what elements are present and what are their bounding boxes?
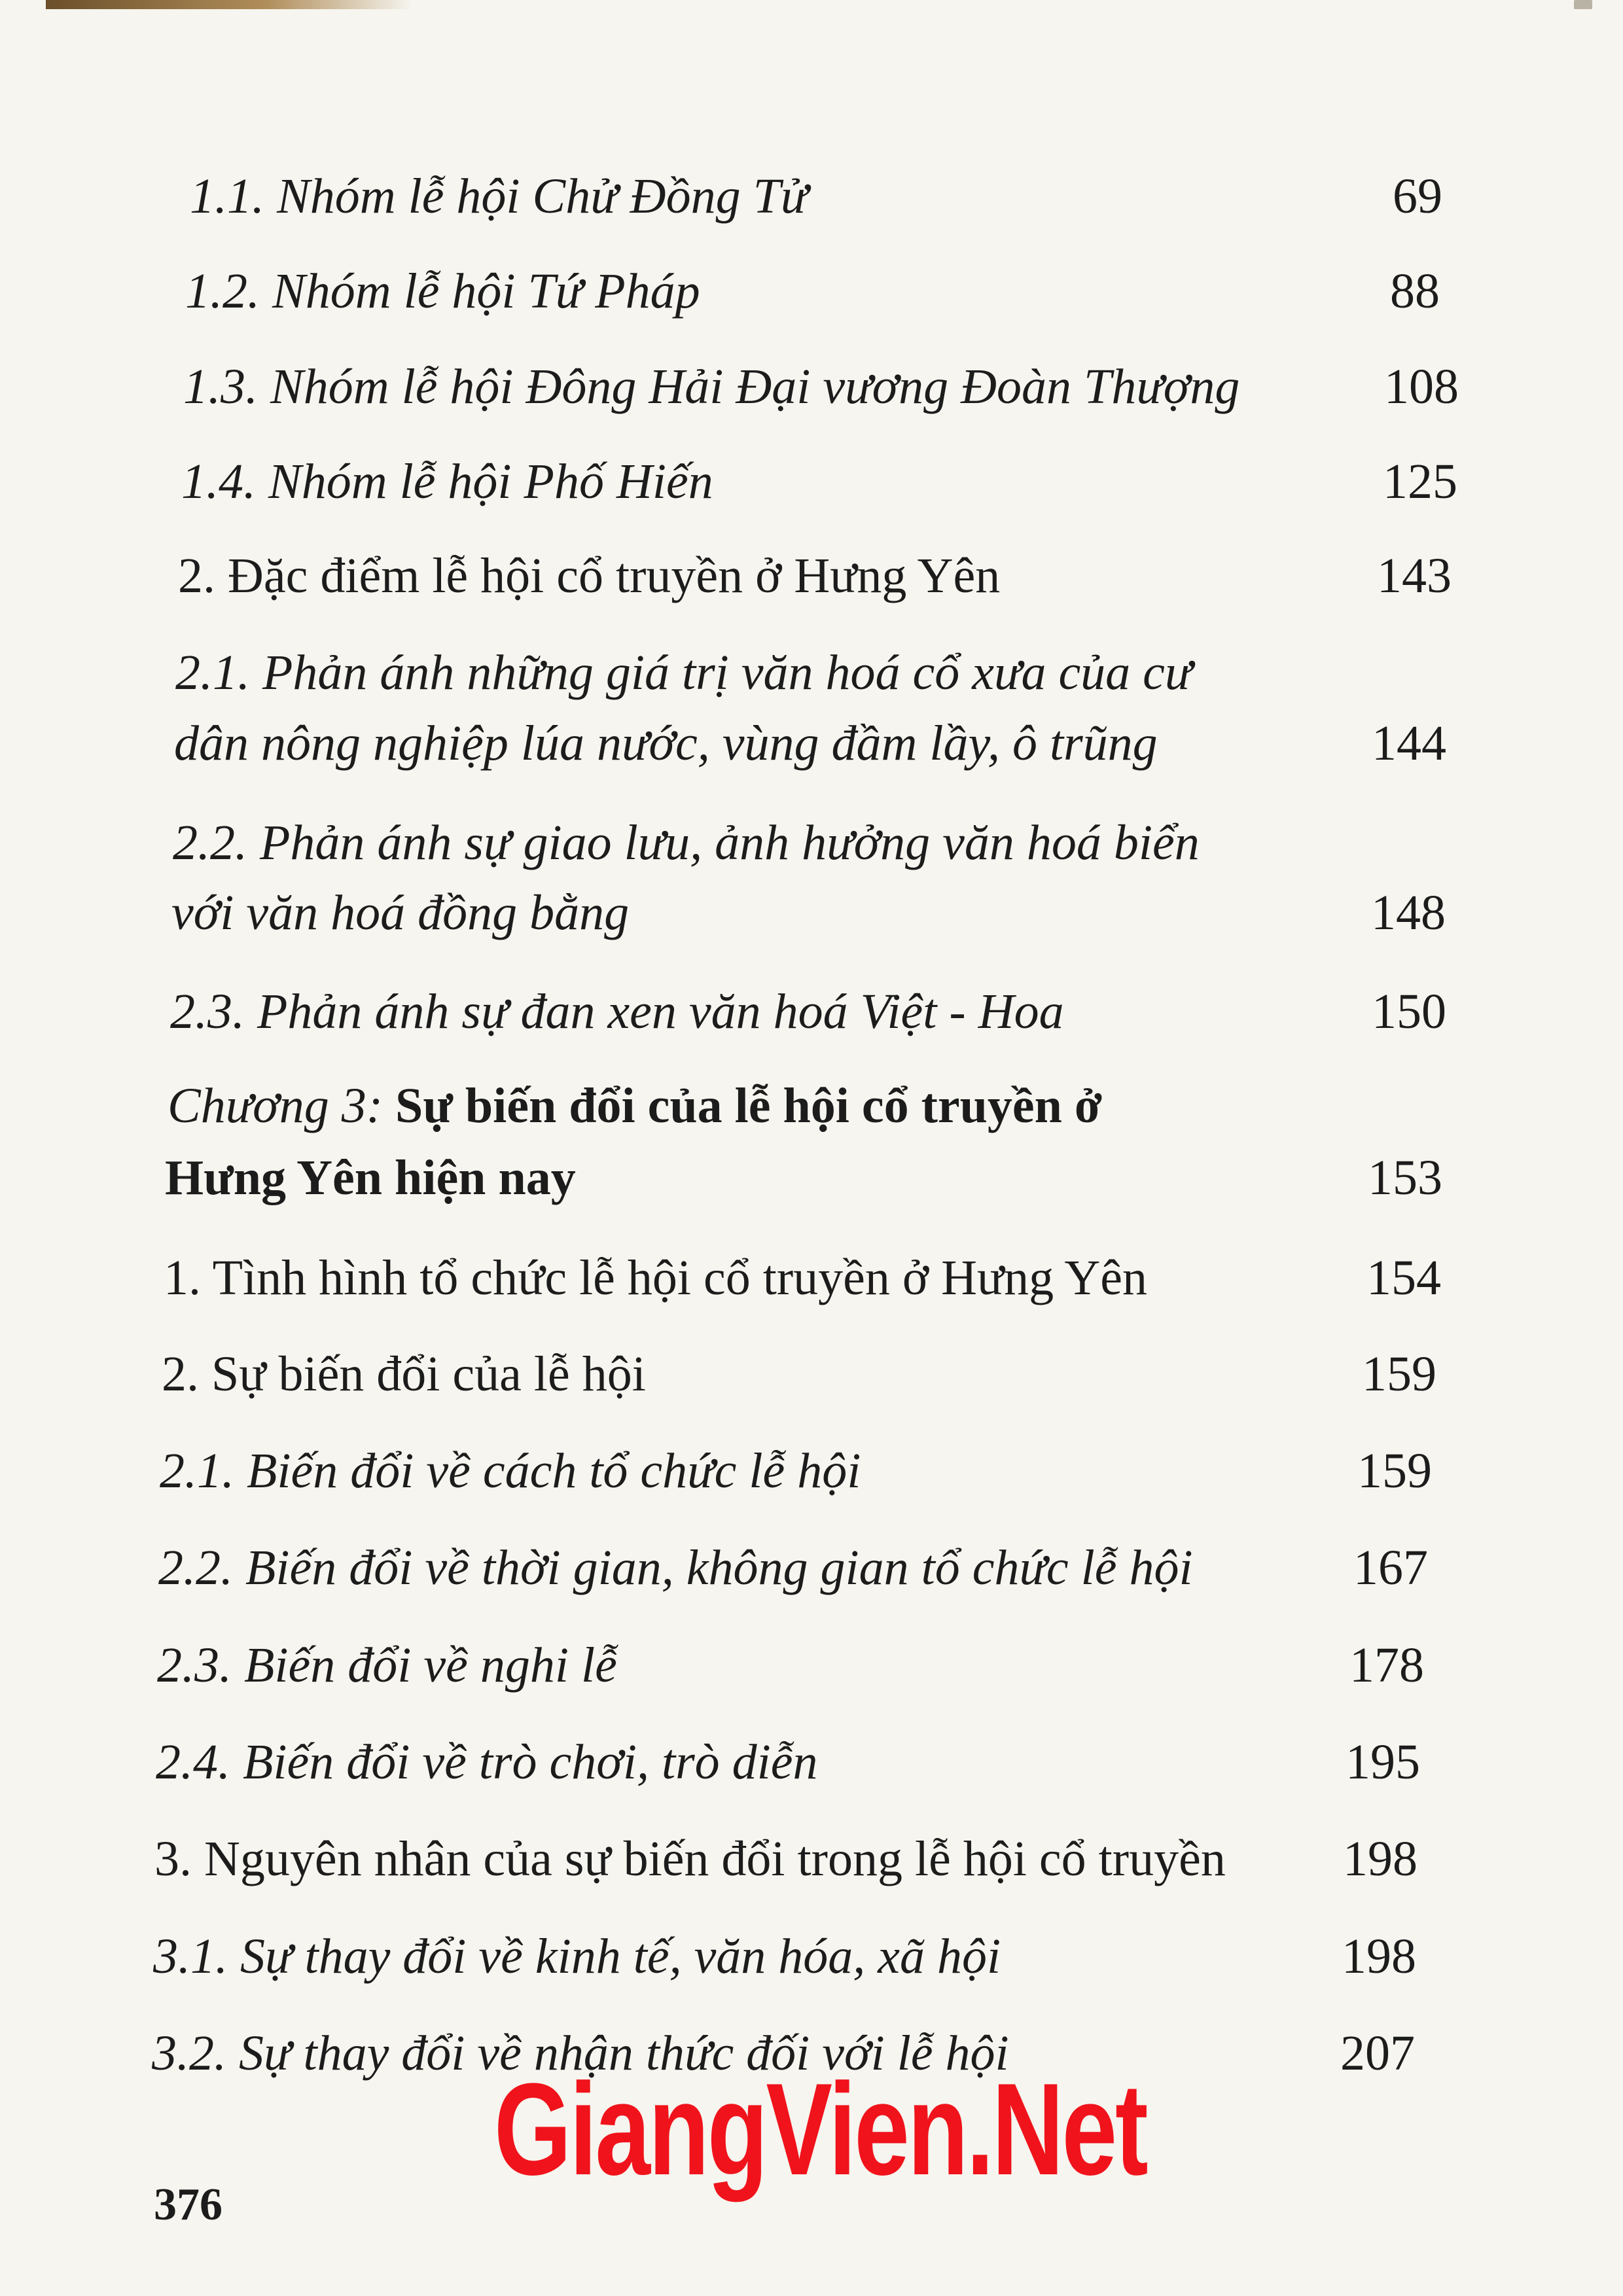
watermark: GiangVien.Net bbox=[494, 2057, 1147, 2202]
toc-entry-title: 2.1. Biến đổi về cách tổ chức lễ hội bbox=[160, 1443, 861, 1498]
toc-entry-title: 1.4. Nhóm lễ hội Phố Hiến bbox=[181, 454, 713, 509]
toc-entry-page: 148 bbox=[1371, 885, 1446, 940]
toc-entry-title: 2.2. Phản ánh sự giao lưu, ảnh hưởng văn hoá biển bbox=[173, 815, 1200, 870]
page-number: 376 bbox=[154, 2180, 223, 2230]
toc-entry-page: 178 bbox=[1349, 1638, 1424, 1693]
toc-entry-page: 167 bbox=[1353, 1540, 1428, 1595]
toc-entry-title: 1.1. Nhóm lễ hội Chử Đồng Tử bbox=[190, 169, 808, 224]
toc-entry-title: 3.2. Sự thay đổi về nhận thức đối với lễ hội bbox=[152, 2026, 1009, 2081]
toc-entry-page: 88 bbox=[1390, 264, 1440, 319]
toc-entry-page: 159 bbox=[1357, 1443, 1432, 1498]
toc-entry-page: 143 bbox=[1377, 548, 1452, 603]
toc-entry bbox=[170, 984, 1446, 1039]
toc-entry bbox=[154, 1831, 1418, 1886]
toc-entry bbox=[175, 645, 1192, 700]
page-top-edge bbox=[46, 0, 412, 9]
toc-entry-page: 195 bbox=[1346, 1735, 1420, 1790]
toc-entry-title: 2.2. Biến đổi về thời gian, không gian tổ chức lễ hội bbox=[158, 1540, 1193, 1595]
toc-entry-title-continued: với văn hoá đồng bằng bbox=[171, 885, 630, 940]
toc-entry bbox=[156, 1735, 1420, 1790]
chapter-title-continued: Hưng Yên hiện nay bbox=[165, 1150, 576, 1205]
toc-entry-page: 150 bbox=[1372, 984, 1446, 1039]
toc-entry-title: 2.3. Biến đổi về nghi lễ bbox=[157, 1638, 617, 1693]
toc-entry-page: 207 bbox=[1340, 2026, 1415, 2081]
toc-entry-title: 3.1. Sự thay đổi về kinh tế, văn hóa, xã hội bbox=[153, 1929, 1001, 1984]
toc-entry bbox=[153, 1929, 1416, 1984]
toc-entry-title-continued: dân nông nghiệp lúa nước, vùng đầm lầy, ô trũng bbox=[174, 716, 1158, 771]
toc-entry bbox=[185, 264, 1440, 319]
toc-entry bbox=[181, 454, 1457, 509]
toc-entry-page: 153 bbox=[1368, 1150, 1442, 1205]
toc-entry-page: 198 bbox=[1343, 1831, 1418, 1886]
toc-entry-title: 2.3. Phản ánh sự đan xen văn hoá Việt - Hoa bbox=[170, 984, 1064, 1039]
chapter-title: Sự biến đổi của lễ hội cổ truyền ở bbox=[395, 1078, 1103, 1133]
scan-mark bbox=[1574, 0, 1592, 9]
toc-entry bbox=[178, 548, 1452, 603]
toc-entry bbox=[162, 1347, 1436, 1402]
toc-entry-title: 2.1. Phản ánh những giá trị văn hoá cổ xưa của cư bbox=[175, 645, 1192, 700]
toc-entry-page: 159 bbox=[1362, 1347, 1436, 1402]
toc-entry-title: 3. Nguyên nhân của sự biến đổi trong lễ hội cổ truyền bbox=[154, 1831, 1226, 1886]
toc-entry-page: 108 bbox=[1384, 359, 1459, 414]
toc-entry bbox=[164, 1250, 1441, 1305]
toc-entry bbox=[160, 1443, 1432, 1498]
toc-entry-title: 1. Tình hình tổ chức lễ hội cổ truyền ở Hưng Yên bbox=[164, 1250, 1147, 1305]
toc-entry-title: 1.2. Nhóm lễ hội Tứ Pháp bbox=[185, 264, 700, 319]
toc-entry bbox=[157, 1638, 1424, 1693]
toc-entry bbox=[171, 885, 1446, 940]
chapter-heading bbox=[168, 1078, 1103, 1133]
toc-entry-title: 2.4. Biến đổi về trò chơi, trò diễn bbox=[156, 1735, 818, 1790]
toc-entry bbox=[158, 1540, 1428, 1595]
toc-entry-title: 2. Đặc điểm lễ hội cổ truyền ở Hưng Yên bbox=[178, 548, 1001, 603]
toc-entry-page: 69 bbox=[1393, 169, 1442, 224]
chapter-heading bbox=[165, 1150, 1442, 1205]
toc-entry-title: 2. Sự biến đổi của lễ hội bbox=[162, 1347, 646, 1402]
toc-entry-page: 125 bbox=[1383, 454, 1457, 509]
toc-entry bbox=[174, 716, 1446, 771]
toc-entry-page: 198 bbox=[1342, 1929, 1416, 1984]
chapter-label: Chương 3: bbox=[168, 1078, 383, 1133]
toc-entry-page: 154 bbox=[1366, 1250, 1441, 1305]
toc-entry bbox=[183, 359, 1459, 414]
toc-entry-page: 144 bbox=[1372, 716, 1446, 771]
toc-entry bbox=[190, 169, 1442, 224]
toc-entry bbox=[173, 815, 1200, 870]
toc-entry-title: 1.3. Nhóm lễ hội Đông Hải Đại vương Đoàn Thượng bbox=[183, 359, 1240, 414]
